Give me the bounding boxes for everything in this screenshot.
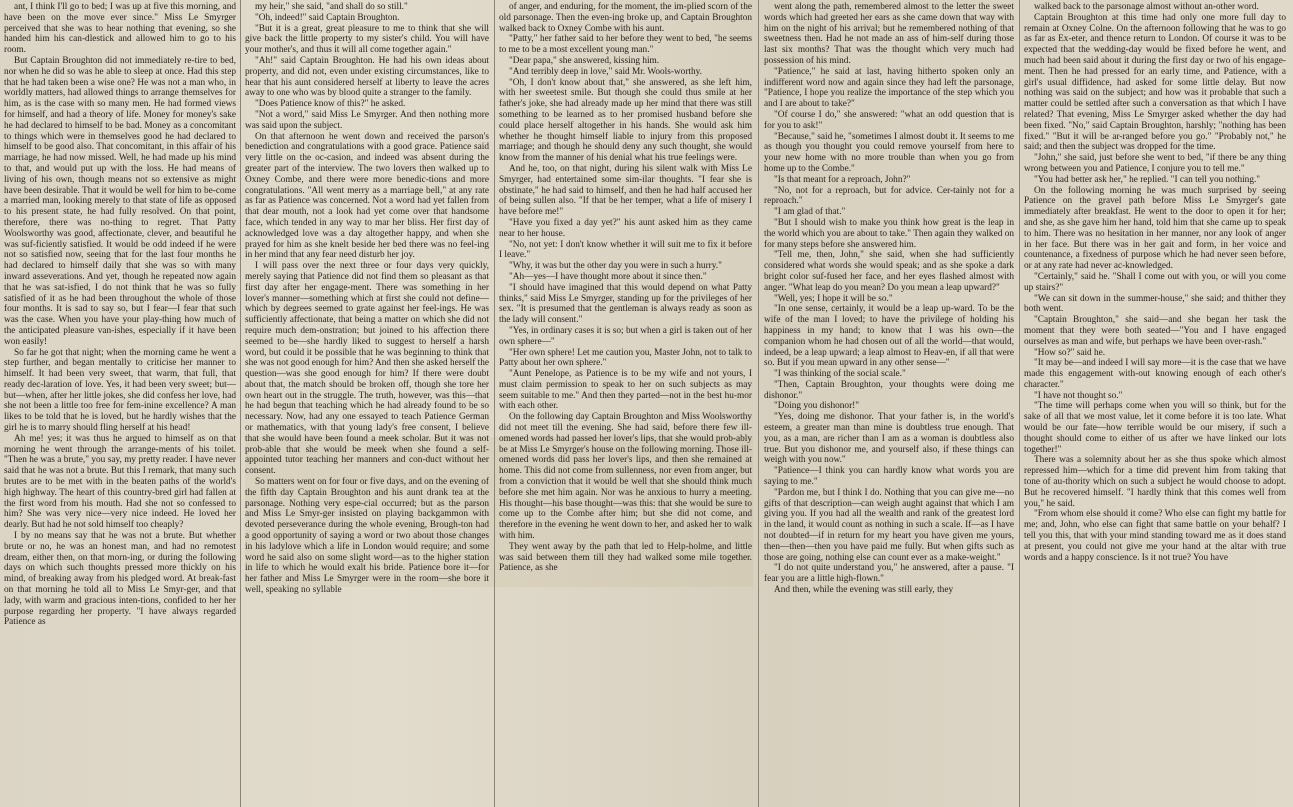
paragraph: And he, too, on that night, during his silent walk with Miss Le Smyrger, had entertained some sim-ilar thoughts. "I fear she is obstinate," he had said to himself, and then he had half accused her of being sullen also. "If that be her temper, what a life of misery I have before me!" — [499, 163, 752, 218]
paragraph: "Captain Broughton," she said—and she began her task the moment that they were both seated—"You and I have engaged ourselves as man and wife, but perhaps we have been over-rash." — [1024, 315, 1286, 347]
paragraph: On the following morning he was much surprised by seeing Patience on the gravel path before Miss Le Smyrger's gate immediately after breakfast. He went to the door to open it for her; and she, as she gave him her hand, told him that she came up to speak to him. There was no hesitation in her manner, nor any look of anger in her face. But there was in her gait and form, in her voice and countenance, a fixedness of purpose which he had never seen before, or at any rate had never ac-knowledged. — [1024, 185, 1286, 272]
paragraph: "From whom else should it come? Who else can fight my battle for me; and, John, who else can fight that same battle on your behalf? I tell you this, that with your mind standing toward me as it does stand at present, you could not give me your hand at the altar with true words and a happy conscience. Is it not true? You have — [1024, 509, 1286, 563]
paragraph: "Dear papa," she answered, kissing him. — [509, 55, 660, 66]
paragraph: "You had better ask her," he replied. "I can tell you nothing." — [1034, 174, 1261, 185]
paragraph: So matters went on for four or five days, and on the evening of the fifth day Captain Broughton and his aunt drank tea at the parsonage. Nothing very espe-cial occurred; but as the parson and Miss Le Smyr-ger insisted on playing backgammon with devoted perseverance during the whole evening, Brough-ton had a good opportunity of saying a word or two about those changes in his ladylove which a life in London would require; and some word he said also on some slight word—as to the higher station in life to which he would exalt his bride. Patience bore it—for her father and Miss Le Smyrger were in the room—she bore it well, speaking no syllable — [245, 477, 489, 596]
text-column-5 — [1024, 2, 1286, 805]
paragraph: "But I should wish to make you think how great is the leap in the world which you are about to take." Then again they walked on for many steps before she answered him. — [764, 217, 1014, 250]
paragraph: ant, I think I'll go to bed; I was up at five this morning, and have been on the move ever since." Miss Le Smyrger perceived that she was to hear nothing that evening, so she handed him his can-dlestick and allowed him to go to his room. — [4, 2, 236, 56]
paragraph: "Then, Captain Broughton, your thoughts were doing me dishonor." — [764, 379, 1014, 401]
paragraph: There was a solemnity about her as she thus spoke which almost repressed him—which for a time did prevent him from taking that tone of au-thority which on such a subject he would choose to adopt. But he recovered himself. "I hardly think that this comes well from you," he said. — [1024, 455, 1286, 509]
paragraph: "Not a word," said Miss Le Smyrger. And then nothing more was said upon the subject. — [245, 109, 489, 131]
paragraph: "No, not for a reproach, but for advice. Cer-tainly not for a reproach." — [764, 185, 1014, 207]
paragraph: "Pardon me, but I think I do. Nothing that you can give me—no gifts of that description—can weigh aught against that which I am giving you. If you had all the wealth and rank of the greatest lord in the land, it would count as nothing in such a scale. If—as I have not doubted—if in return for my heart you have given me yours, then—then—then you have paid me fully. But when gifts such as those are going, nothing else can count ever as a make-weight." — [764, 487, 1014, 563]
paragraph: On that afternoon he went down and received the parson's benediction and congratulations with a good grace. Patience said very little on the oc-casion, and indeed was absent during the greater part of the interview. The two lovers then walked up to Oxney Combe, and there were more benedic-tions and more congratulations. "All went merry as a marriage bell," at any rate as far as Patience was concerned. Not a word had yet fallen from that dear mouth, not a look had yet come over that handsome face, which tended in any way to mar her bliss. Her first day of acknowledged love was a day altogether happy, and when she prayed for him as she knelt beside her bed there was no feel-ing in her mind that any fear need disturb her joy. — [245, 131, 489, 261]
column-rule — [1019, 0, 1020, 807]
text-column-4 — [764, 2, 1014, 805]
paragraph: "Patty," her father said to her before they went to bed, "he seems to me to be a most excellent young man." — [499, 34, 752, 56]
paragraph: "It may be—and indeed I will say more—it is the case that we have made this engagement with-out knowing enough of each other's character." — [1024, 358, 1286, 390]
paragraph: "Oh, indeed!" said Captain Broughton. — [255, 12, 400, 23]
paragraph: "I have not thought so." — [1034, 390, 1123, 401]
paragraph: walked back to the parsonage almost without an-other word. — [1034, 2, 1259, 12]
paragraph: "Aunt Penelope, as Patience is to be my wife and not yours, I must claim permission to speak to her on such subjects as may seem suitable to me." And then they parted—not in the best hu-mor with each other. — [499, 369, 752, 412]
paragraph: They went away by the path that led to Help-holme, and little was said between them till they had walked some mile together. Patience, as she — [499, 541, 752, 574]
paragraph: "The time will perhaps come when you will so think, but for the sake of all that we most value, let it come before it is too late. What would be our fate—how terrible would be our misery, if such a thought should come to either of us after we have linked our lots together!" — [1024, 401, 1286, 455]
text-column-1 — [4, 2, 236, 805]
paragraph: "Certainly," said he. "Shall I come out with you, or will you come up stairs?" — [1024, 271, 1286, 293]
text-column-2 — [245, 2, 489, 805]
paragraph: "Oh, I don't know about that," she answered, as she left him, with her sweetest smile. But though she could thus smile at her father's joke, she had already made up her mind that there was still something to be learned as to her promised husband before she could place herself altogether in his hands. She would ask him whether he thought himself liable to injury from this proposed marriage; and though he should deny any such thought, she would know from the manner of his denial what his true feelings were. — [499, 77, 752, 164]
paragraph: I will pass over the next three or four days very quickly, merely saying that Patience did not find them so pleasant as that first day after her engage-ment. There was something in her lover's manner—something which at first she could not define—which by degrees seemed to grate against her feel-ings. He was sufficiently affectionate, that being a matter on which she did not require much dem-onstration; but joined to his affection there seemed to be—she hardly liked to suggest to herself a harsh word, but could it be possible that he was beginning to think that she was not good enough for him? And then she asked herself the question—was she good enough for him? If there were doubt about that, the match should be broken off, though she tore her own heart out in the struggle. The truth, however, was this—that he had begun that teaching which he had already found to be so necessary. Now, had any one essayed to teach Patience German or mathematics, with that young lady's free consent, I believe that she would have been found a meek scholar. But it was not prob-able that she would be meek when she found a self-appointed tutor teaching her manners and con-duct without her consent. — [245, 261, 489, 477]
column-rule — [494, 0, 495, 807]
paragraph: "Doing you dishonor!" — [774, 401, 860, 412]
paragraph: "Have you fixed a day yet?" his aunt asked him as they came near to her house. — [499, 217, 752, 239]
paragraph: "We can sit down in the summer-house," she said; and thither they both went. — [1024, 293, 1286, 315]
paragraph: went along the path, remembered almost to the letter the sweet words which had greeted her ears as she came down that way with him on the night of his arrival; but he remembered nothing of that sweetness then. Had he not made an ass of him-self during those last six months? That was the thought which very much had possession of his mind. — [764, 2, 1014, 66]
paragraph: of anger, and enduring, for the moment, the im-plied scorn of the old parsonage. Then the even-ing broke up, and Captain Broughton walked back to Oxney Combe with his aunt. — [499, 2, 752, 34]
paragraph: Ah me! yes; it was thus he argued to himself as on that morning he went through the arrange-ments of his toilet. "Then he was a brute," you say, my pretty reader. I have never said that he was not a brute. But this I remark, that many such brutes are to be met with in the beaten paths of the world's high highway. The heart of this country-bred girl had fallen at the first word from his mouth. Had she not so confessed to him? She was very nice—very nice indeed. He loved her dearly. But had he not sold himself too cheaply? — [4, 433, 236, 531]
paragraph: "In one sense, certainly, it would be a leap up-ward. To be the wife of the man I loved; to have the privilege of holding his happiness in my hand; to know that I was his own—the companion whom he had chosen out of all the world—that would, indeed, be a leap upward; a leap almost to Heav-en, if all that were so. But if you mean upward in any other sense—" — [764, 304, 1014, 369]
paragraph: "Of course I do," she answered: "what an odd question that is for you to ask!" — [764, 109, 1014, 131]
paragraph: "Well, yes; I hope it will be so." — [774, 293, 893, 304]
paragraph: "And terribly deep in love," said Mr. Wools-worthy. — [509, 66, 703, 77]
paragraph: "Tell me, then, John," she said, when she had sufficiently considered what words she would speak; and as she spoke a dark bright color suf-fused her face, and her eyes flashed almost with anger. "What leap do you mean? Do you mean a leap upward?" — [764, 250, 1014, 293]
paragraph: "Because," said he, "sometimes I almost doubt it. It seems to me as though you thought you could remove yourself from here to your new home with no more trouble than when you go from home up to the Combe." — [764, 131, 1014, 174]
paragraph: "Yes, in ordinary cases it is so; but when a girl is taken out of her own sphere—" — [499, 325, 752, 347]
paragraph: "How so?" said he. — [1034, 347, 1106, 358]
column-rule — [758, 0, 759, 807]
paragraph: I by no means say that he was not a brute. But whether brute or no, he was an honest man, and had no remotest dream, either then, on that morn-ing, or during the following days on which such thoughts pressed more thickly on his mind, of breaking away from his pledged word. At break-fast on that morning he told all to Miss Le Smyr-ger, and that lady, with warm and gracious inten-tions, confided to her her purpose regarding her property. "I have always regarded Patience as — [4, 531, 236, 628]
paragraph: "Is that meant for a reproach, John?" — [774, 174, 911, 185]
text-column-3 — [499, 2, 752, 805]
paragraph: "Ah!" said Captain Broughton. He had his own ideas about property, and did not, even under existing circumstances, like to hear that his aunt considered herself at liberty to leave the acres away to one who was by blood quite a stranger to the family. — [245, 55, 489, 99]
paragraph: But Captain Broughton did not immediately re-tire to bed, nor when he did so was he able to sleep at once. Had this step that he had taken been a wise one? He was not a man who, in worldly matters, had allowed things to arrange themselves for him, as is the case with so many men. He had formed views for himself, and had a theory of life. Money for money's sake he had declared to himself to be bad. Money as a concomitant to things which were in themselves good he had declared to himself to be good also. That concomitant, in this affair of his marriage, he had now missed. Well, he had made up his mind to that, and would put up with the loss. He had means of living of his own, though means not so extensive as might have been desirable. That it would be well for him to be-come a married man, looking merely to that state of life as opposed to his present state, he had fully resolved. On that point, therefore, there was no-thing to regret. That Patty Woolsworthy was good, affectionate, clever, and beautiful he was suf-ficiently satisfied. It would be odd indeed if he were not so satisfied now, seeing that for the last four months he had declared to himself daily that she was so with many inward asseverations. And yet, though he repeated now again that he was sat-isfied, I do not think that he was so fully satisfied of it as he had been throughout the whole of those four months. It is sad to say so, but I fear—I fear that such was the case. When you have your play-thing how much of the anticipated pleasure van-ishes, especially if it have been won easily! — [4, 55, 236, 347]
paragraph: "Yes, doing me dishonor. That your father is, in the world's esteem, a greater man than mine is doubtless true enough. That you, as a man, are richer than I am as a woman is doubtless also true. But you dishonor me, and yourself also, if these things can weigh with you now." — [764, 412, 1014, 466]
paragraph: Captain Broughton at this time had only one more full day to remain at Oxney Colne. On the afternoon following that he was to go as far as Ex-eter, and thence return to London. Of course it was to be expected that the wedding-day would be fixed before he went, and much had been said about it during the first day or two of his engage-ment. Then he had pressed for an early time, and Patience, with a girl's usual diffidence, had asked for some little delay. But now nothing was said on the subject; and how was it probable that such a matter could be settled after such a conversation as that which I have related? That evening, Miss Le Smyrger asked whether the day had been fixed. "No," said Captain Broughton, harshly; "nothing has been fixed." "But it will be ar-ranged before you go." "Probably not," he said; and then the subject was dropped for the time. — [1024, 12, 1286, 153]
paragraph: "I do not quite understand you," he answered, after a pause. "I fear you are a little high-flown." — [764, 563, 1014, 585]
paragraph: So far he got that night; when the morning came he went a step further, and began mentally to criticise her manner to himself. It had been very sweet, that warm, that full, that ready dec-laration of love. Yes, it had been very sweet; but—but—when, after her little jokes, she did confess her love, had she not been a little too free for fem-inine excellence? A man likes to be told that he is loved, but he hardly wishes that the girl he is to marry should fling herself at his head! — [4, 347, 236, 434]
paragraph: "I am glad of that." — [774, 207, 846, 218]
paragraph: "Why, it was but the other day you were in such a hurry." — [509, 261, 722, 272]
paragraph: "Patience," he said at last, having hitherto spoken only an indifferent word now and again since they had left the parsonage, "Patience, I hope you realize the importance of the step which you and I are about to take?" — [764, 66, 1014, 110]
paragraph: "Does Patience know of this?" he asked. — [255, 99, 406, 110]
paragraph: "John," she said, just before she went to bed, "if there be any thing wrong between you and Patience, I conjure you to tell me." — [1024, 153, 1286, 174]
paragraph: "I should have imagined that this would depend on what Patty thinks," said Miss Le Smyrger, standing up for the privileges of her sex. "It is presumed that the gentleman is always ready as soon as the lady will consent." — [499, 282, 752, 326]
paragraph: On the following day Captain Broughton and Miss Woolsworthy did not meet till the evening. She had said, before there few ill-omened words had passed her lover's lips, that she would prob-ably be at Miss Le Smyrger's house on the following morning. Those ill-omened words did pass her lover's lips, and then she remained at home. This did not come from sullenness, nor even from anger, but from a conviction that it would be well that she should think much before she met him again. Nor was he anxious to hurry a meeting. His thought—his base thought—was this: that she would be sure to come up to the Combe after him; but she did not come, and therefore in the evening he went down to her, and asked her to walk with him. — [499, 412, 752, 542]
paragraph: "No, not yet: I don't know whether it will suit me to fix it before I leave." — [499, 239, 752, 261]
paragraph: "Her own sphere! Let me caution you, Master John, not to talk to Patty about her own sphere." — [499, 347, 752, 369]
paragraph: my heir," she said, "and shall do so still." — [255, 2, 408, 12]
paragraph: "I was thinking of the social scale." — [774, 369, 906, 380]
paragraph: And then, while the evening was still early, they — [774, 585, 954, 596]
paragraph: "Ah—yes—I have thought more about it since then." — [509, 271, 707, 282]
paragraph: "Patience—I think you can hardly know what words you are saying to me." — [764, 466, 1014, 488]
column-rule — [240, 0, 241, 807]
paragraph: "But it is a great, great pleasure to me to think that she will give back the little property to my sister's child. You will have your mother's, and thus it will all come together again." — [245, 23, 489, 56]
